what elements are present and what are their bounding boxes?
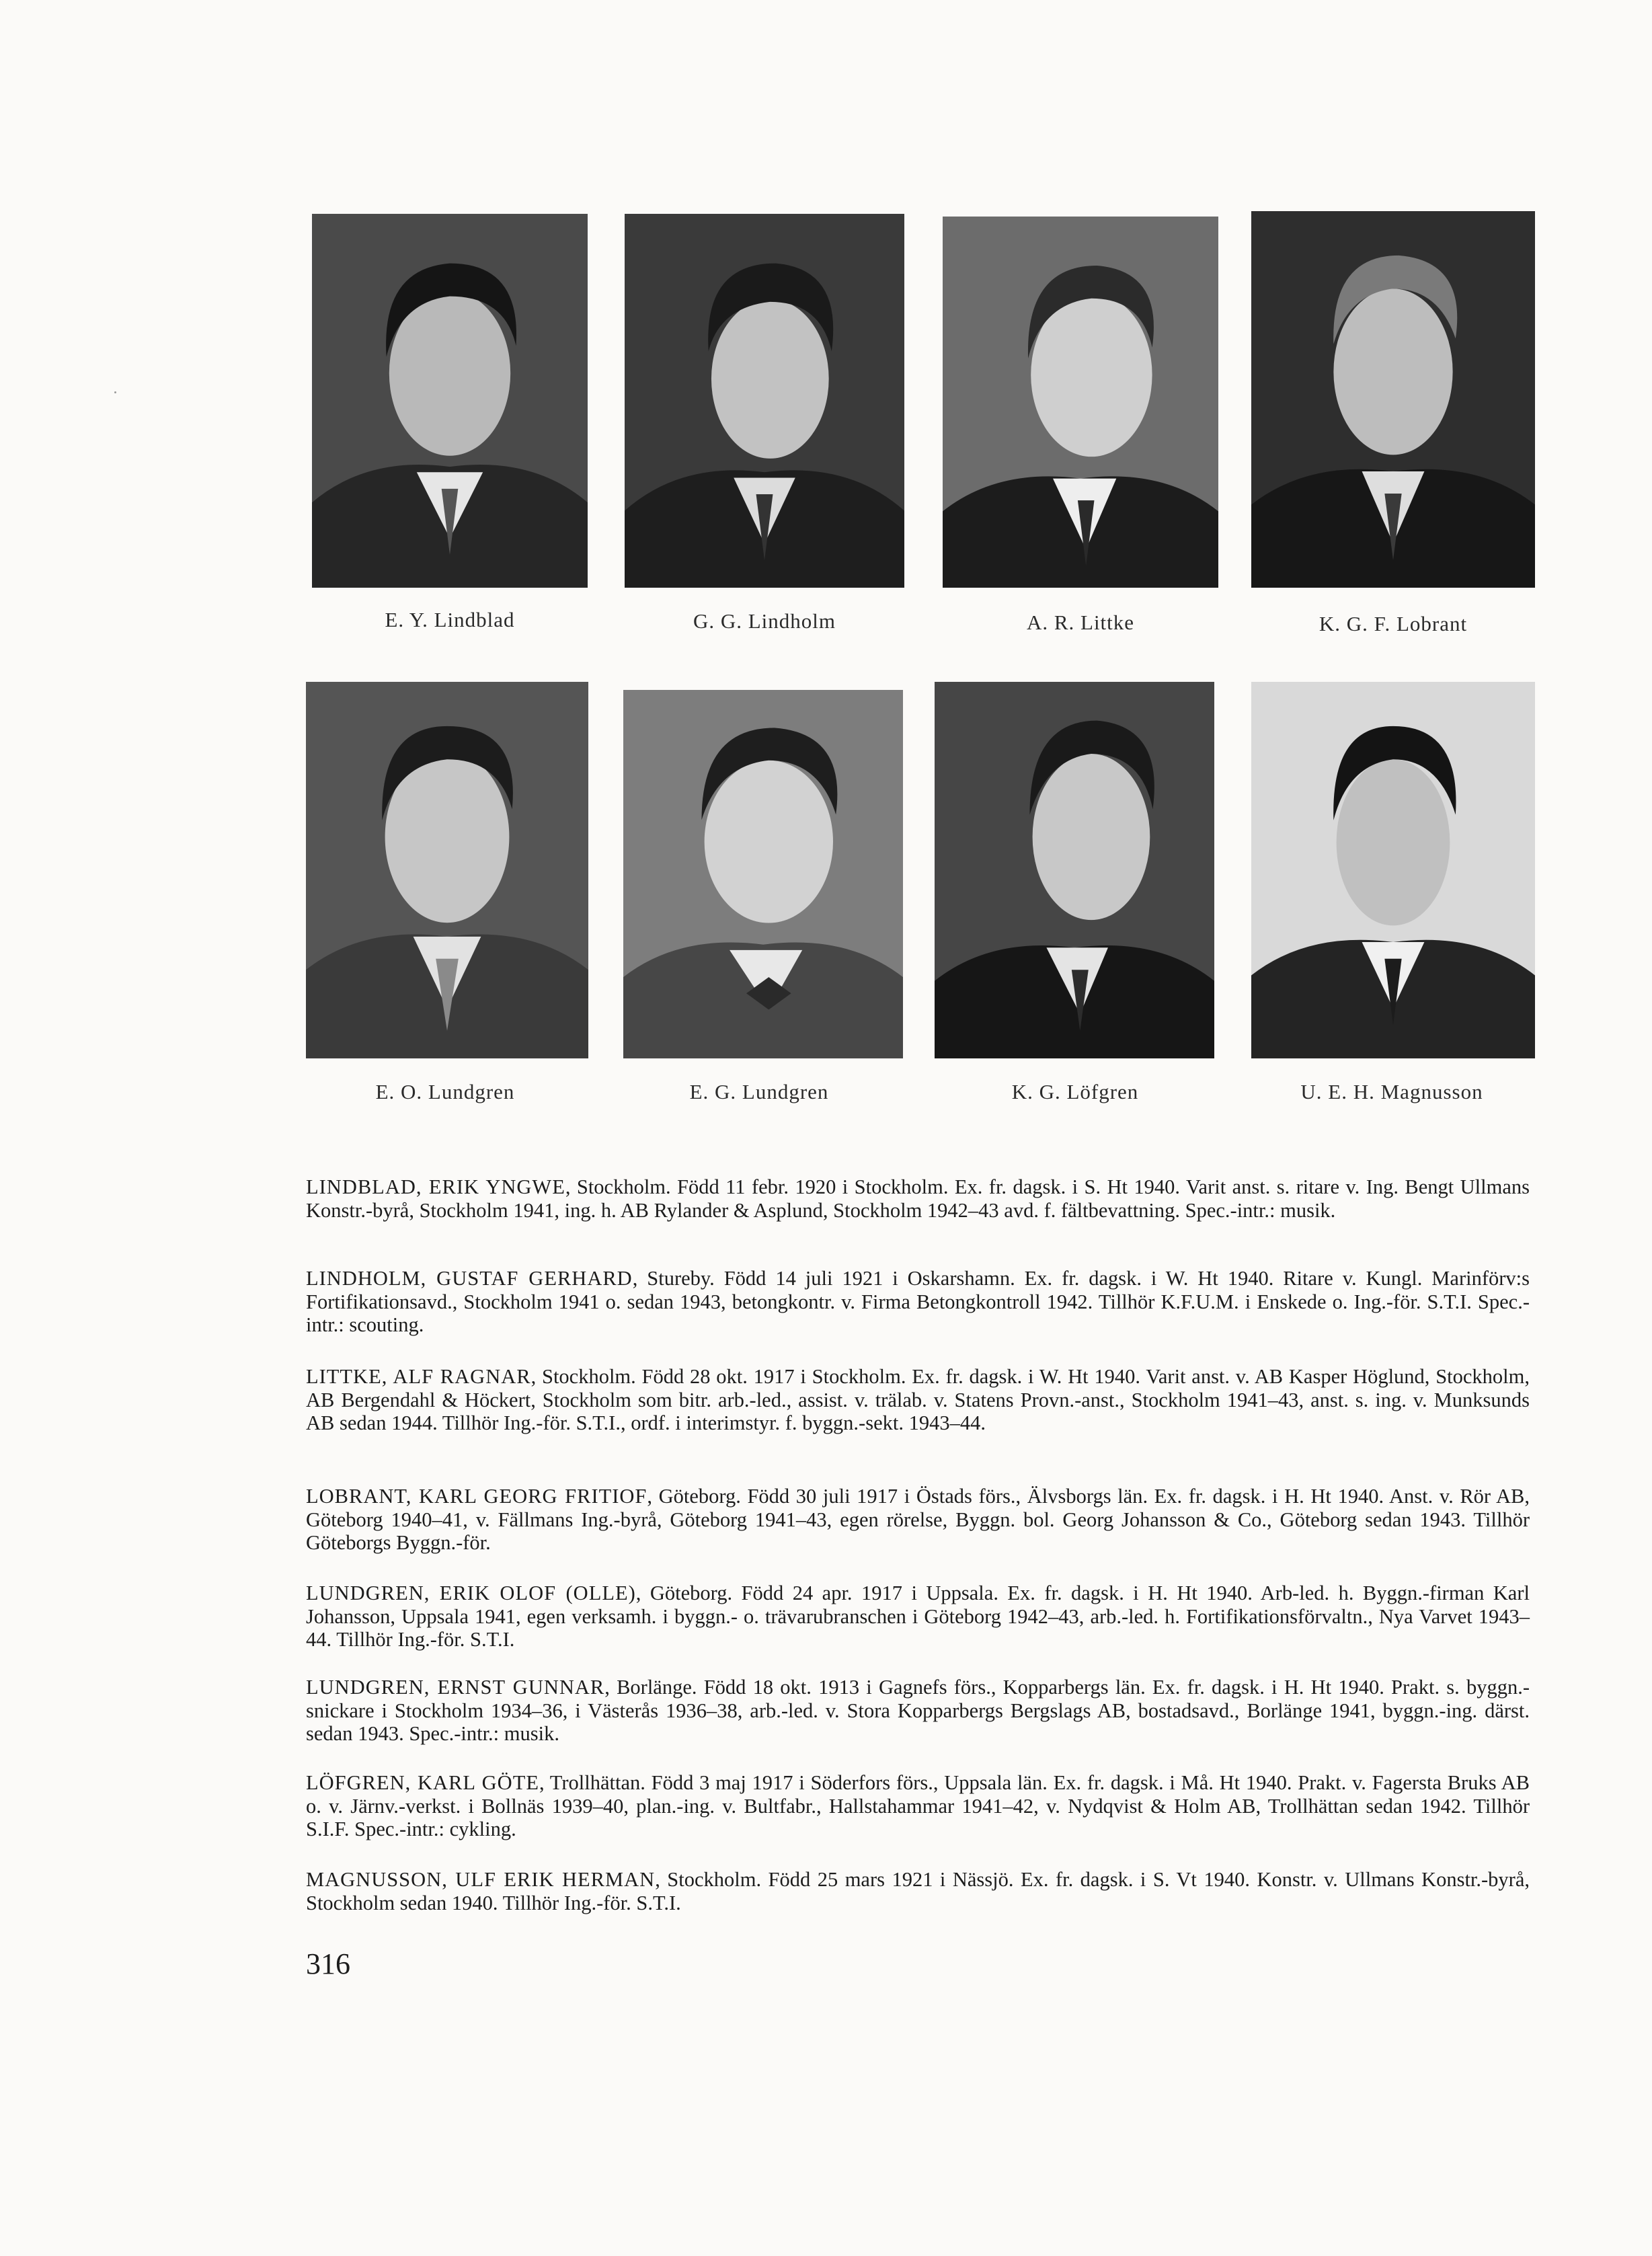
portrait-silhouette <box>935 682 1214 1058</box>
biography-entry <box>306 1267 1530 1337</box>
biography-entry <box>306 1676 1530 1746</box>
entry-name: LÖFGREN, KARL GÖTE <box>306 1771 539 1794</box>
portrait-caption: U. E. H. Magnusson <box>1300 1080 1483 1103</box>
portrait-caption: E. Y. Lindblad <box>385 608 515 631</box>
entry-text: , Stockholm. Född 28 okt. 1917 i Stockholm. Ex. fr. dagsk. i W. Ht 1940. Varit anst. v. AB Kasper Höglund, Stockholm, AB Bergendahl & Höckert, Stockholm som bitr. arb.-led., assist. v. trälab. v. Statens Provn.-anst., Stockholm 1941–43, anst. s. ing. v. Munksunds AB sedan 1944. Tillhör Ing.-för. S.T.I., ordf. i interimstyr. f. byggn.-sekt. 1943–44. <box>306 1365 1530 1434</box>
entry-name: LUNDGREN, ERIK OLOF (OLLE) <box>306 1582 636 1604</box>
biography-entry <box>306 1175 1530 1222</box>
entry-text: , Stockholm. Född 25 mars 1921 i Nässjö. Ex. fr. dagsk. i S. Vt 1940. Konstr. v. Ullmans Konstr.-byrå, Stockholm sedan 1940. Tillhör Ing.-för. S.T.I. <box>306 1868 1530 1914</box>
portrait-caption: K. G. F. Lobrant <box>1319 612 1468 635</box>
portrait-photo <box>625 214 904 588</box>
portrait-silhouette <box>1251 682 1535 1058</box>
portrait-photo <box>1251 682 1535 1058</box>
portrait-silhouette <box>1251 211 1535 588</box>
entry-text: , Göteborg. Född 30 juli 1917 i Östads förs., Älvsborgs län. Ex. fr. dagsk. i H. Ht 1940. Anst. v. Rör AB, Göteborg 1940–41, v. Fällmans Ing.-byrå, Göteborg 1941–43, egen rörelse, Byggn. bol. Georg Johansson & Co., Göteborg sedan 1943. Tillhör Göteborgs Byggn.-för. <box>306 1485 1530 1554</box>
biography-entry <box>306 1485 1530 1555</box>
portrait-caption: K. G. Löfgren <box>1011 1080 1139 1103</box>
entry-text: , Göteborg. Född 24 apr. 1917 i Uppsala. Ex. fr. dagsk. i H. Ht 1940. Arb-led. h. Byggn.-firman Karl Johansson, Uppsala 1941, egen verksamh. i byggn.- o. trävarubranschen i Göteborg 1942–43, arb.-led. h. Fortifikationsförvaltn., Nya Varvet 1943–44. Tillhör Ing.-för. S.T.I. <box>306 1582 1530 1651</box>
entry-name: LINDBLAD, ERIK YNGWE <box>306 1175 565 1198</box>
biography-entry <box>306 1582 1530 1651</box>
entry-name: LITTKE, ALF RAGNAR <box>306 1365 531 1388</box>
entry-name: LINDHOLM, GUSTAF GERHARD <box>306 1267 633 1290</box>
portrait-photo <box>1251 211 1535 588</box>
entry-text: , Stureby. Född 14 juli 1921 i Oskarshamn. Ex. fr. dagsk. i W. Ht 1940. Ritare v. Kungl. Marinförv:s Fortifikationsavd., Stockholm 1941 o. sedan 1943, betongkontr. v. Firma Betongkontroll 1942. Tillhör K.F.U.M. i Enskede o. Ing.-för. S.T.I. Spec.-intr.: scouting. <box>306 1267 1530 1336</box>
paper-speck <box>114 391 116 393</box>
portrait-silhouette <box>306 682 588 1058</box>
biography-entry <box>306 1365 1530 1435</box>
portrait-silhouette <box>943 217 1218 588</box>
portrait-photo <box>312 214 588 588</box>
biography-entry <box>306 1771 1530 1841</box>
portrait-photo <box>935 682 1214 1058</box>
entry-text: , Borlänge. Född 18 okt. 1913 i Gagnefs förs., Kopparbergs län. Ex. fr. dagsk. i H. Ht 1940. Prakt. s. byggn.-snickare i Stockholm 1934–36, i Västerås 1936–38, arb.-led. v. Stora Kopparbergs Bergslags AB, bostadsavd., Borlänge 1941, byggn.-ing. därst. sedan 1943. Spec.-intr.: musik. <box>306 1676 1530 1745</box>
entry-text: , Trollhättan. Född 3 maj 1917 i Söderfors förs., Uppsala län. Ex. fr. dagsk. i Må. Ht 1940. Prakt. v. Fagersta Bruks AB o. v. Järnv.-verkst. i Bollnäs 1939–40, plan.-ing. v. Bultfabr., Hallstahammar 1941–42, v. Nydqvist & Holm AB, Trollhättan sedan 1942. Tillhör S.I.F. Spec.-intr.: cykling. <box>306 1771 1530 1840</box>
entry-name: MAGNUSSON, ULF ERIK HERMAN <box>306 1868 656 1891</box>
portrait-caption: G. G. Lindholm <box>693 609 836 633</box>
biography-entry <box>306 1868 1530 1914</box>
entry-name: LOBRANT, KARL GEORG FRITIOF <box>306 1485 647 1508</box>
portrait-silhouette <box>312 214 588 588</box>
portrait-silhouette <box>625 214 904 588</box>
portrait-caption: A. R. Littke <box>1026 611 1135 634</box>
portrait-silhouette <box>623 690 903 1058</box>
entry-text: , Stockholm. Född 11 febr. 1920 i Stockholm. Ex. fr. dagsk. i S. Ht 1940. Varit anst. s. ritare v. Ing. Bengt Ullmans Konstr.-byrå, Stockholm 1941, ing. h. AB Rylander & Asplund, Stockholm 1942–43 avd. f. fältbevattning. Spec.-intr.: musik. <box>306 1175 1530 1222</box>
portrait-photo <box>306 682 588 1058</box>
entry-name: LUNDGREN, ERNST GUNNAR <box>306 1676 605 1699</box>
portrait-photo <box>623 690 903 1058</box>
portrait-caption: E. G. Lundgren <box>689 1080 829 1103</box>
portrait-caption: E. O. Lundgren <box>375 1080 515 1103</box>
page-number: 316 <box>306 1947 350 1980</box>
portrait-photo <box>943 217 1218 588</box>
